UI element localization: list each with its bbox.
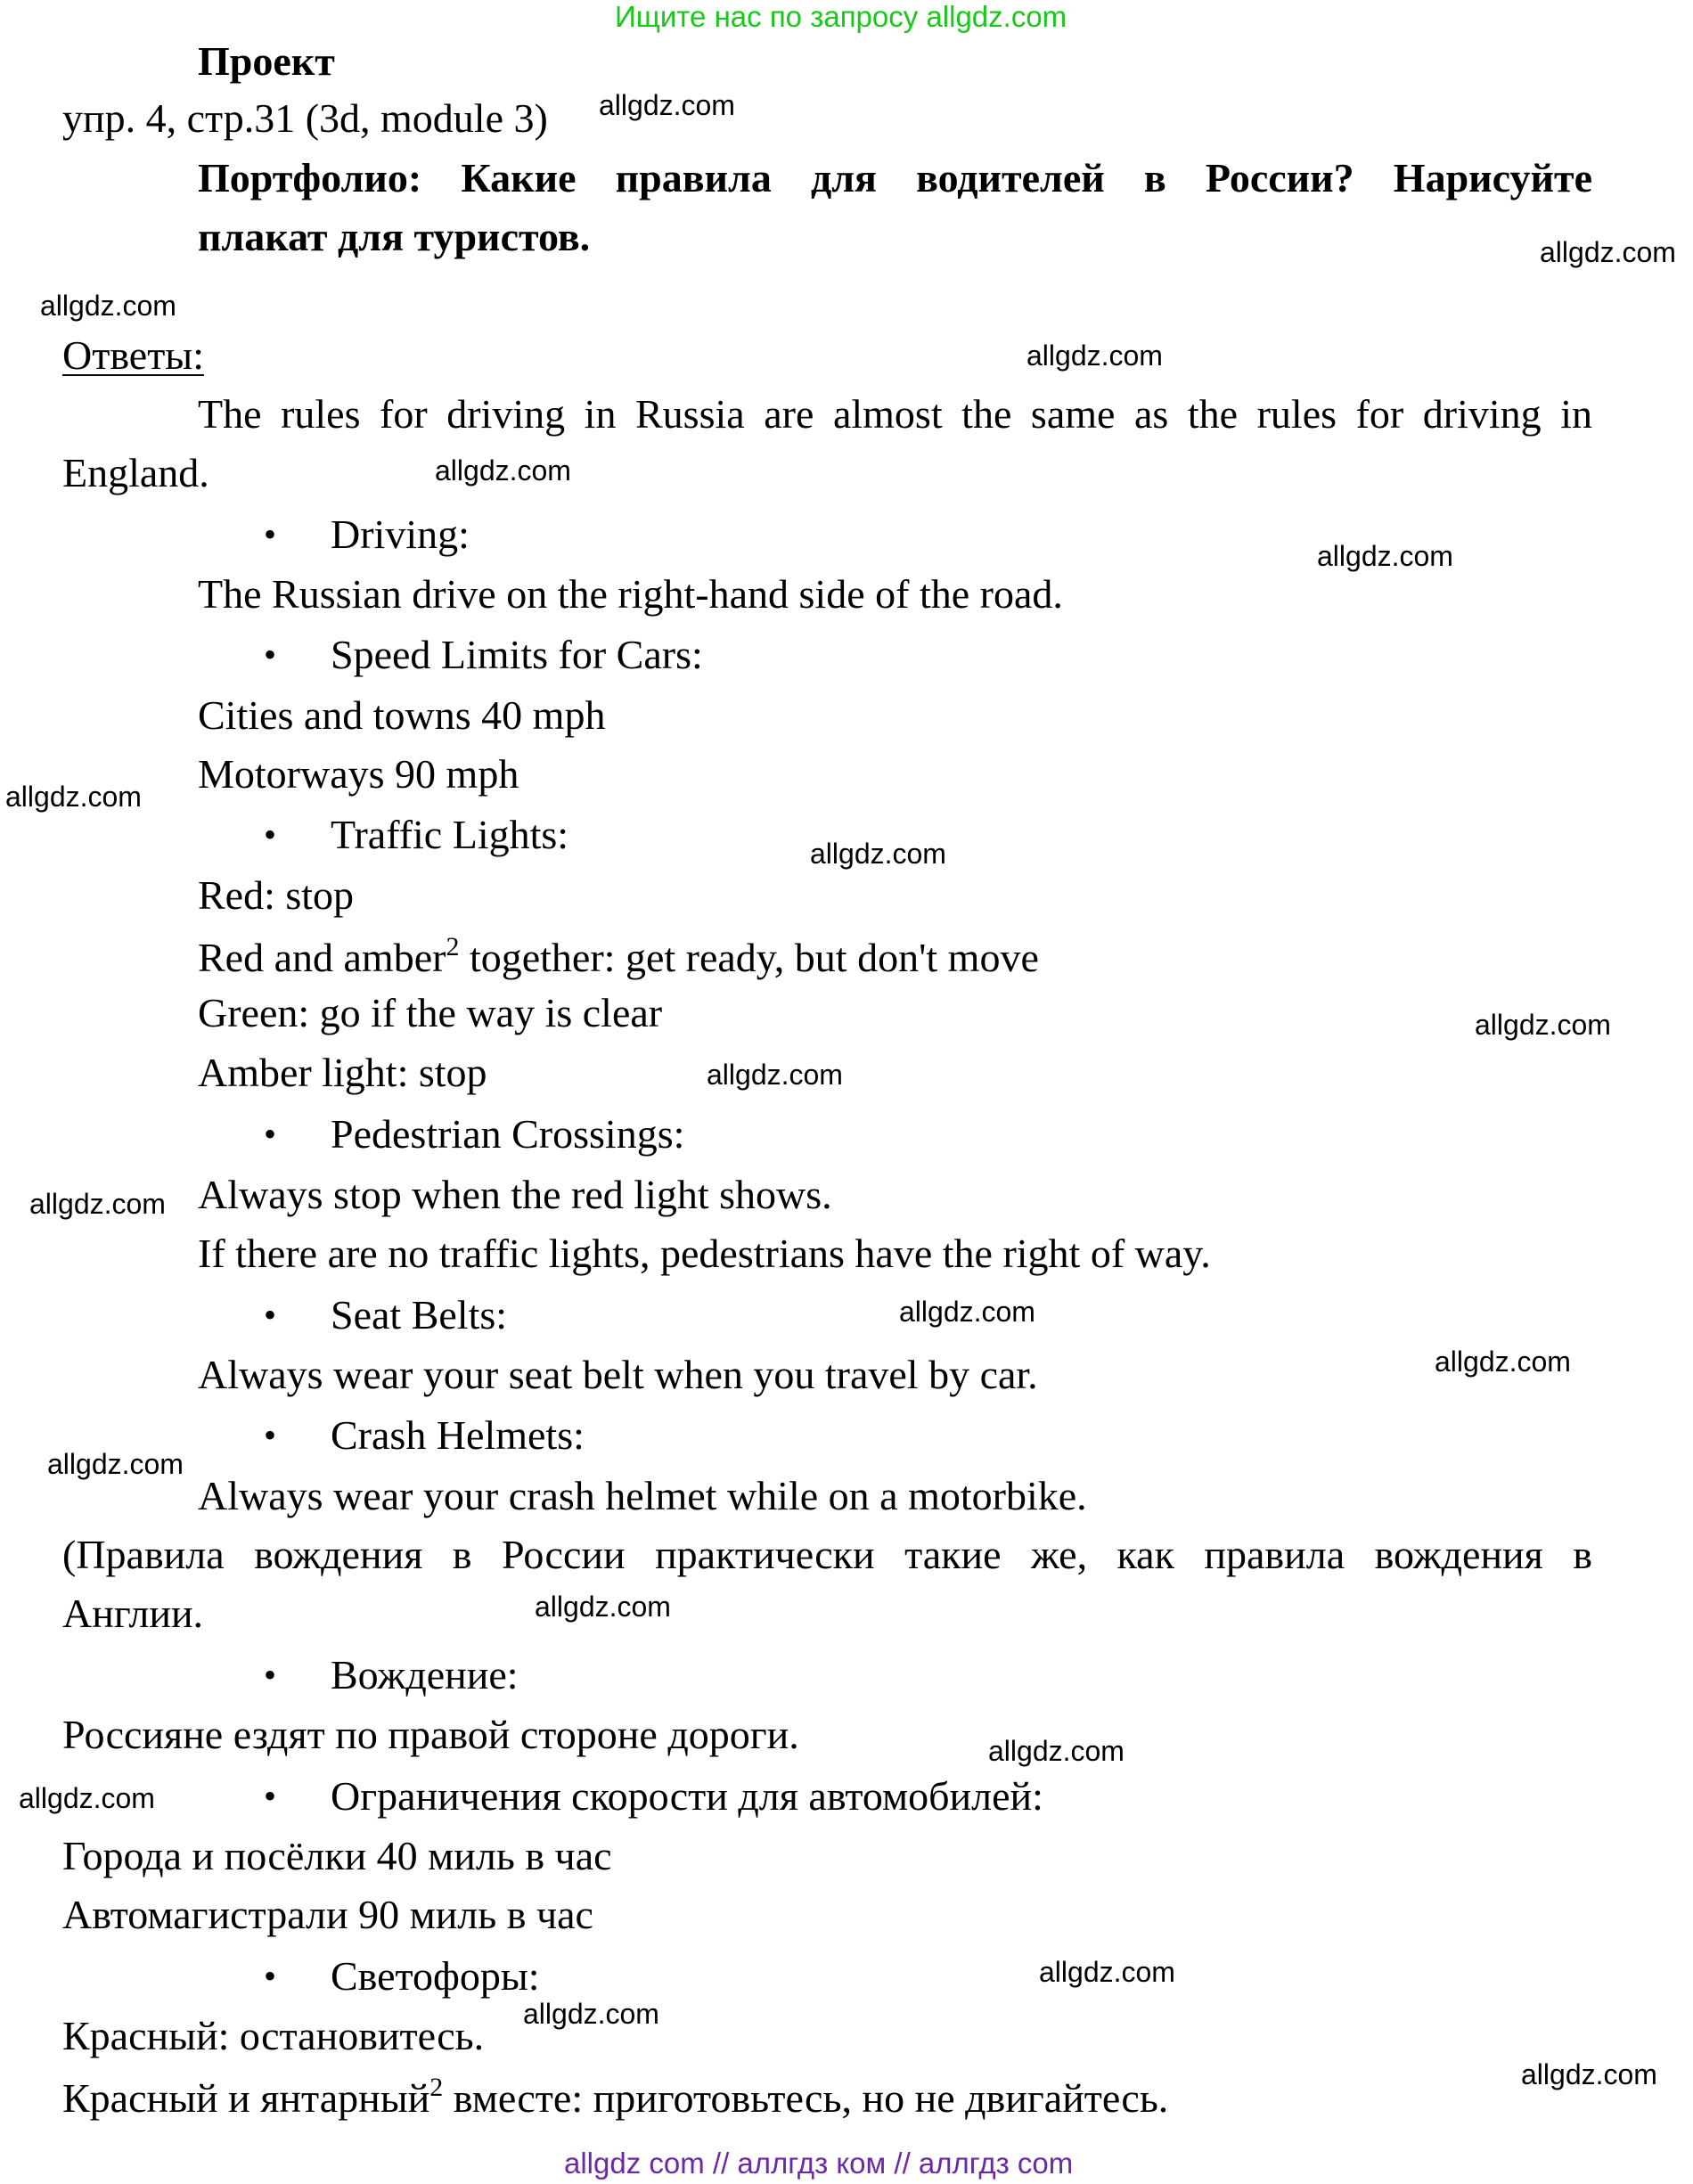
speed-heading: Speed Limits for Cars:	[331, 632, 703, 677]
watermark: allgdz.com	[1475, 1009, 1611, 1041]
russian-intro-line-2: Англии.	[62, 1591, 204, 1636]
watermark: allgdz.com	[435, 454, 571, 487]
bullet-icon: •	[264, 814, 277, 855]
belts-text: Always wear your seat belt when you travel by car.	[198, 1352, 1038, 1397]
ru-speed-motorways: Автомагистрали 90 миль в час	[62, 1892, 593, 1937]
ru-lights-heading: Светофоры:	[331, 1953, 540, 1999]
speed-cities: Cities and towns 40 mph	[198, 692, 606, 738]
watermark: allgdz.com	[1540, 236, 1676, 268]
bullet-icon: •	[264, 1415, 277, 1455]
watermark: allgdz.com	[899, 1296, 1035, 1328]
project-title: Проект	[198, 38, 335, 84]
speed-motorways: Motorways 90 mph	[198, 751, 519, 797]
russian-intro-line-1: (Правила вождения в России практически такие же, как правила вождения в	[62, 1532, 1592, 1577]
footnote-marker: 2	[429, 2073, 444, 2102]
task-line-2: плакат для туристов.	[198, 214, 591, 259]
top-banner: Ищите нас по запросу allgdz.com	[615, 0, 1067, 33]
belts-heading: Seat Belts:	[331, 1292, 508, 1337]
watermark: allgdz.com	[988, 1735, 1125, 1767]
bullet-icon: •	[264, 1114, 277, 1154]
watermark: allgdz.com	[1435, 1346, 1571, 1378]
lights-amber: Amber light: stop	[198, 1050, 487, 1095]
watermark: allgdz.com	[1039, 1956, 1175, 1988]
helmets-text: Always wear your crash helmet while on a motorbike.	[198, 1473, 1087, 1518]
watermark: allgdz.com	[535, 1591, 671, 1623]
driving-heading: Driving:	[331, 511, 470, 557]
watermark: allgdz.com	[1521, 2058, 1657, 2090]
lights-red: Red: stop	[198, 872, 355, 918]
bullet-icon: •	[264, 1776, 277, 1816]
ru-lights-red-amber-a: Красный и янтарный	[62, 2075, 430, 2121]
crossings-text-2: If there are no traffic lights, pedestrians have the right of way.	[198, 1231, 1211, 1276]
ru-speed-heading: Ограничения скорости для автомобилей:	[331, 1773, 1043, 1819]
watermark: allgdz.com	[707, 1059, 843, 1091]
lights-red-amber	[198, 934, 1039, 978]
helmets-heading: Crash Helmets:	[331, 1412, 585, 1458]
bullet-icon: •	[264, 514, 277, 554]
bullet-icon: •	[264, 1956, 277, 1996]
answers-label: Ответы:	[62, 332, 204, 378]
english-intro-line-1: The rules for driving in Russia are almost the same as the rules for driving in	[198, 391, 1592, 437]
ru-driving-heading: Вождение:	[331, 1652, 519, 1697]
bullet-icon: •	[264, 1655, 277, 1695]
ru-lights-red-amber	[62, 2074, 1168, 2119]
lights-green: Green: go if the way is clear	[198, 990, 663, 1035]
ru-lights-red: Красный: остановитесь.	[62, 2013, 485, 2058]
watermark: allgdz.com	[599, 89, 735, 121]
watermark: allgdz.com	[47, 1448, 184, 1480]
ru-driving-text: Россияне ездят по правой стороне дороги.	[62, 1712, 799, 1757]
lights-red-amber-b: together: get ready, but don't move	[459, 935, 1039, 980]
bottom-banner: allgdz com // аллгдз ком // аллгдз com	[564, 2147, 1074, 2180]
watermark: allgdz.com	[29, 1188, 166, 1220]
watermark: allgdz.com	[40, 290, 176, 322]
lights-red-amber-a: Red and amber	[198, 935, 446, 980]
ru-speed-cities: Города и посёлки 40 миль в час	[62, 1833, 612, 1878]
exercise-reference: упр. 4, стр.31 (3d, module 3)	[62, 95, 548, 141]
watermark: allgdz.com	[523, 1998, 659, 2030]
driving-text: The Russian drive on the right-hand side of the road.	[198, 571, 1063, 617]
lights-heading: Traffic Lights:	[331, 812, 569, 857]
crossings-heading: Pedestrian Crossings:	[331, 1111, 685, 1157]
footnote-marker: 2	[446, 932, 460, 961]
bullet-icon: •	[264, 634, 277, 675]
watermark: allgdz.com	[810, 838, 946, 870]
english-intro-line-2: England.	[62, 450, 209, 495]
watermark: allgdz.com	[1026, 339, 1163, 372]
bullet-icon: •	[264, 1295, 277, 1335]
ru-lights-red-amber-b: вместе: приготовьтесь, но не двигайтесь.	[443, 2075, 1169, 2121]
watermark: allgdz.com	[1317, 540, 1453, 572]
task-line-1: Портфолио: Какие правила для водителей в России? Нарисуйте	[198, 155, 1592, 200]
watermark: allgdz.com	[19, 1782, 155, 1814]
crossings-text-1: Always stop when the red light shows.	[198, 1172, 832, 1217]
watermark: allgdz.com	[5, 781, 142, 813]
